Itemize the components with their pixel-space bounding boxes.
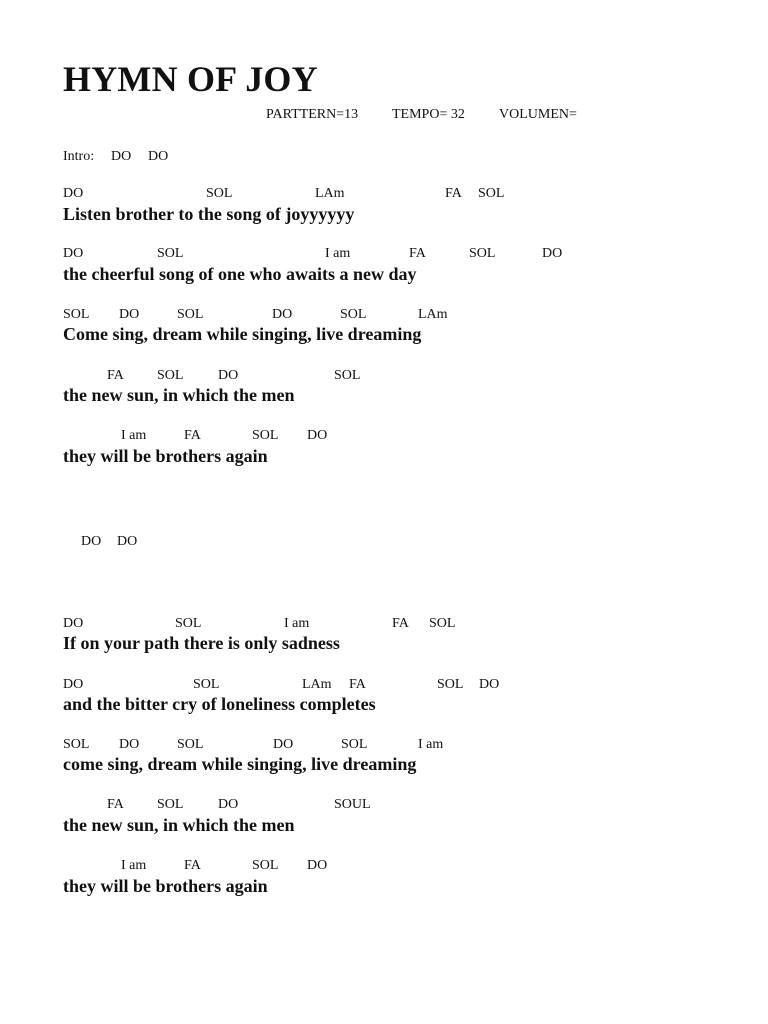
chord: DO [542,246,563,261]
intro-chord: DO [148,149,169,164]
chord: I am [121,428,147,443]
chord: FA [409,246,426,261]
interlude-chord: DO [117,534,138,549]
lyric-line: the new sun, in which the men [63,385,295,405]
chord: DO [307,858,328,873]
chord: I am [325,246,351,261]
lyric-line: the new sun, in which the men [63,815,295,835]
chord: LAm [302,677,332,692]
chord: DO [63,186,84,201]
chord: I am [418,737,444,752]
lyric-line: they will be brothers again [63,446,268,466]
chord: SOUL [334,797,371,812]
intro-chord: DO [111,149,132,164]
chord: FA [445,186,462,201]
chord: SOL [341,737,368,752]
chord: SOL [469,246,496,261]
chord: SOL [157,246,184,261]
lyric-line: they will be brothers again [63,876,268,896]
chord: FA [184,428,201,443]
lyric-line: and the bitter cry of loneliness completes [63,694,376,714]
chord: SOL [437,677,464,692]
chord: I am [121,858,147,873]
chord: SOL [334,368,361,383]
chord: FA [184,858,201,873]
chord: SOL [478,186,505,201]
chord: DO [63,677,84,692]
chord: SOL [252,428,279,443]
chord: SOL [193,677,220,692]
chord: DO [119,307,140,322]
lyric-line: come sing, dream while singing, live dreaming [63,754,417,774]
chord: SOL [175,616,202,631]
lyric-line: Listen brother to the song of joyyyyyy [63,204,355,224]
chord: FA [107,368,124,383]
chord: DO [63,616,84,631]
chord: DO [218,797,239,812]
lyric-line: Come sing, dream while singing, live dreaming [63,324,422,344]
chord: DO [63,246,84,261]
chord: FA [392,616,409,631]
lyric-line: If on your path there is only sadness [63,633,340,653]
pattern-setting: PARTTERN=13 [266,107,359,122]
tempo-setting: TEMPO= 32 [392,107,465,122]
chord: SOL [63,307,90,322]
chord: SOL [177,737,204,752]
chord: FA [349,677,366,692]
chord: DO [273,737,294,752]
lyric-line: the cheerful song of one who awaits a new day [63,264,417,284]
chord: LAm [418,307,448,322]
chord: DO [307,428,328,443]
chord: DO [272,307,293,322]
chord: DO [218,368,239,383]
song-title: HYMN OF JOY [63,59,318,99]
chord: SOL [157,368,184,383]
chord: DO [479,677,500,692]
chord: FA [107,797,124,812]
chord: SOL [252,858,279,873]
chord: LAm [315,186,345,201]
chord: DO [119,737,140,752]
chord: SOL [340,307,367,322]
chord: SOL [63,737,90,752]
intro-label: Intro: [63,149,95,164]
volume-setting: VOLUMEN= [499,107,577,122]
chord: I am [284,616,310,631]
chord: SOL [429,616,456,631]
chord: SOL [206,186,233,201]
chord: SOL [157,797,184,812]
interlude-chord: DO [81,534,102,549]
chord: SOL [177,307,204,322]
